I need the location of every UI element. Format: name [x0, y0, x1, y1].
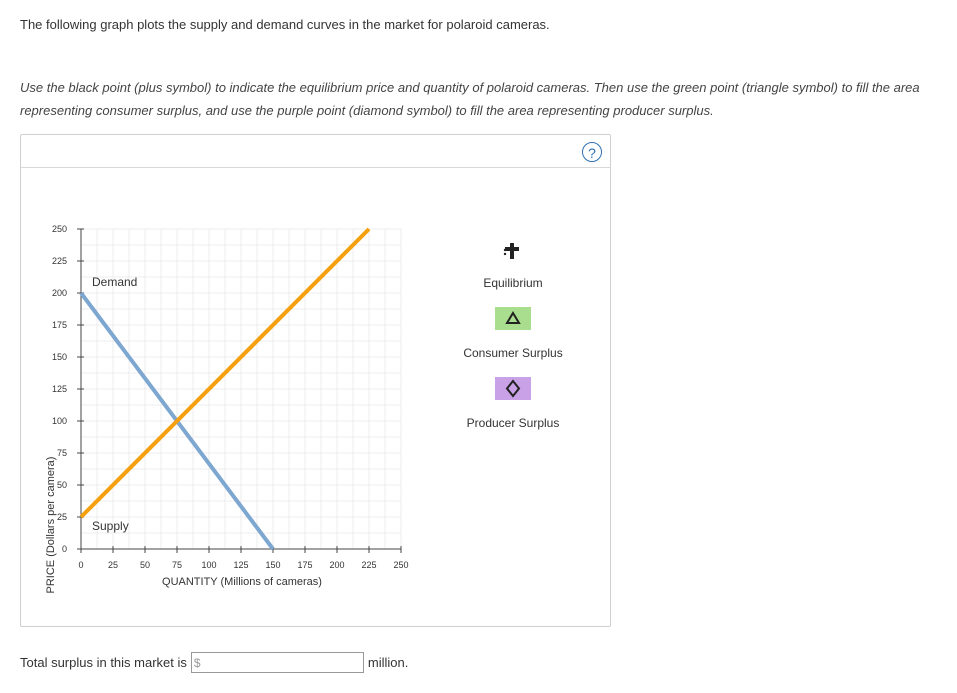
equilibrium-tool[interactable]	[502, 241, 522, 261]
y-tick-label: 175	[51, 320, 67, 330]
currency-symbol: $	[193, 655, 201, 670]
y-tick-label: 200	[51, 288, 67, 298]
consumer-surplus-legend	[453, 346, 573, 360]
y-tick-label: 50	[56, 480, 67, 490]
triangle-icon	[495, 307, 531, 330]
equilibrium-label: Equilibrium	[483, 276, 543, 290]
y-tick-label: 150	[51, 352, 67, 362]
consumer-surplus-tool[interactable]	[495, 307, 531, 330]
x-tick-label: 0	[78, 560, 84, 570]
y-tick-label: 25	[56, 512, 67, 522]
x-tick-label: 150	[265, 560, 281, 570]
x-tick-label: 200	[329, 560, 345, 570]
question-intro: The following graph plots the supply and demand curves in the market for polaroid cameras.	[20, 17, 550, 32]
x-tick-label: 100	[201, 560, 217, 570]
diamond-icon	[495, 377, 531, 400]
total-surplus-prompt: Total surplus in this market is	[20, 655, 187, 670]
equilibrium-legend	[453, 276, 573, 290]
producer-surplus-label: Producer Surplus	[466, 416, 560, 430]
help-button[interactable]: ?	[582, 142, 602, 162]
supply-curve-label: Supply	[92, 519, 129, 533]
total-surplus-row	[20, 652, 408, 673]
producer-surplus-legend	[453, 416, 573, 430]
producer-surplus-tool[interactable]	[495, 377, 531, 400]
plus-icon	[502, 241, 522, 261]
y-tick-label: 225	[51, 256, 67, 266]
question-instructions: Use the black point (plus symbol) to indicate the equilibrium price and quantity of polaroid cameras. Then use the green point (triangle symbol) to fill the area representing consumer surplus, and use the purple point (diamond symbol) to fill the area representing producer surplus.	[20, 80, 920, 118]
unit-label: million.	[367, 655, 409, 670]
y-tick-label: 100	[51, 416, 67, 426]
x-tick-label: 50	[139, 560, 151, 570]
y-tick-label: 125	[51, 384, 67, 394]
y-tick-label: 0	[61, 544, 67, 554]
x-tick-label: 125	[233, 560, 249, 570]
x-tick-label: 250	[393, 560, 409, 570]
y-tick-label: 250	[51, 224, 67, 234]
x-axis-label: QUANTITY (Millions of cameras)	[162, 576, 322, 588]
x-tick-label: 75	[171, 560, 183, 570]
graph-panel	[20, 134, 611, 627]
consumer-surplus-label: Consumer Surplus	[463, 346, 563, 360]
x-tick-label: 225	[361, 560, 377, 570]
x-tick-label: 25	[107, 560, 119, 570]
total-surplus-input[interactable]	[201, 655, 355, 671]
demand-curve-label: Demand	[92, 275, 138, 289]
y-axis-label: PRICE (Dollars per camera)	[45, 456, 57, 594]
y-tick-label: 75	[56, 448, 67, 458]
x-tick-label: 175	[297, 560, 313, 570]
total-surplus-input-wrapper[interactable]	[191, 652, 364, 673]
